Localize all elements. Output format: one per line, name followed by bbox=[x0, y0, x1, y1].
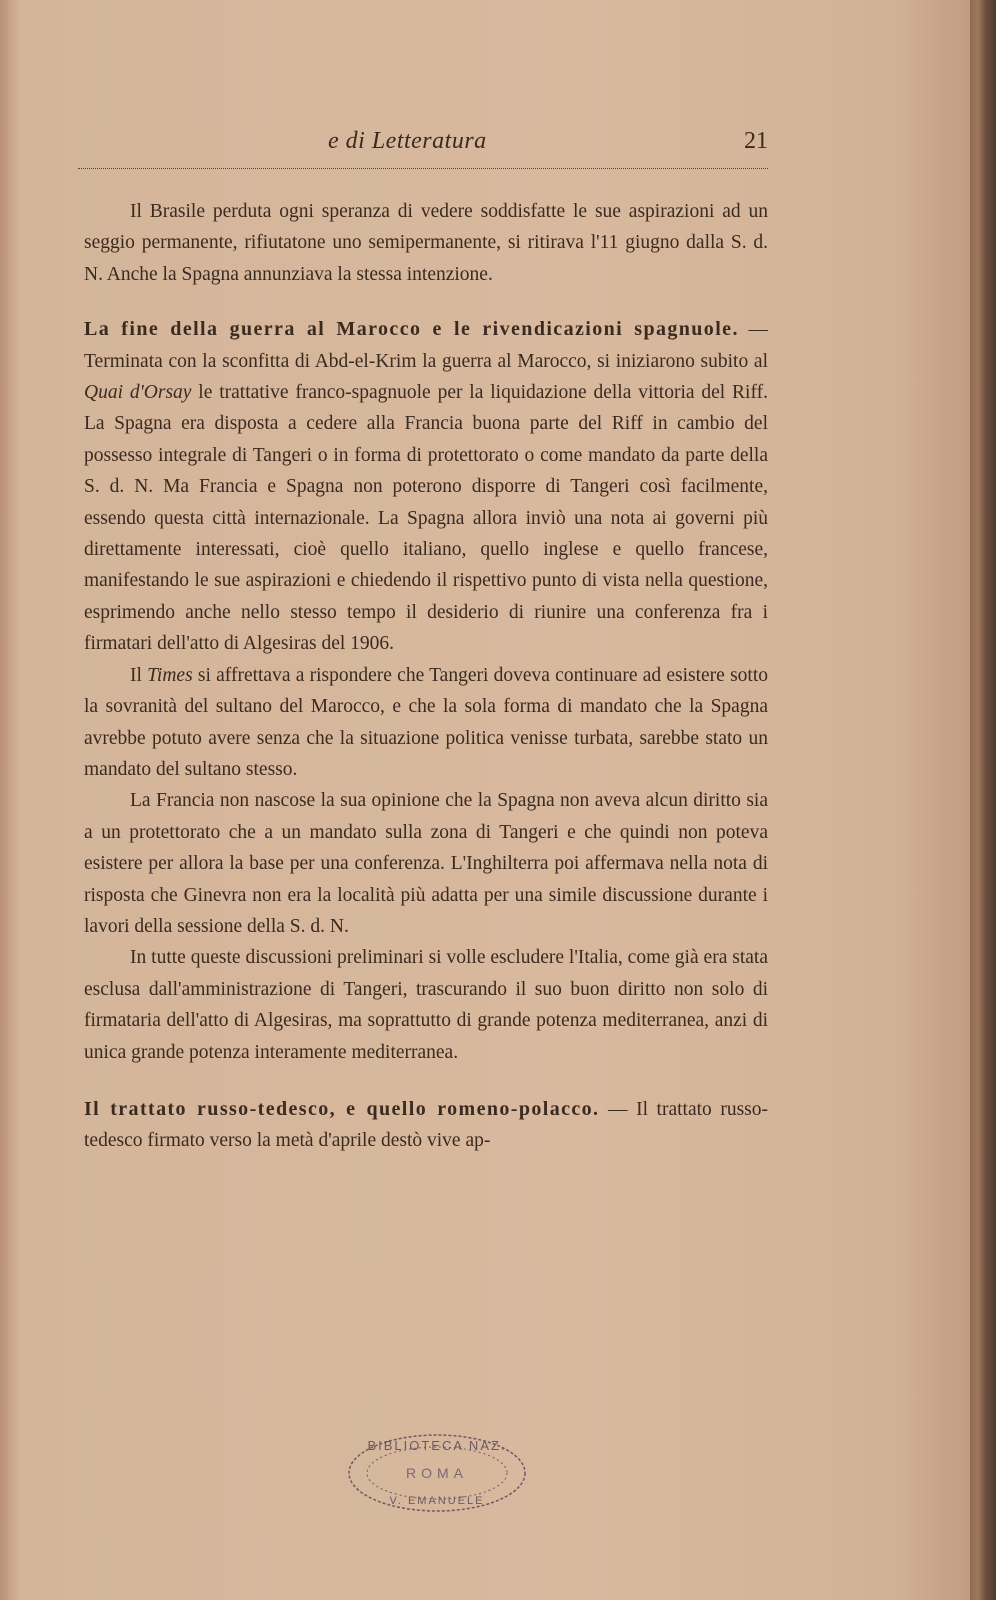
paragraph-francia: La Francia non nascose la sua opinione che la Spagna non aveva alcun diritto sia a un protettorato che a un mandato sulla zona di Tangeri e che quindi non poteva esistere per allora la base per una conferenza. L'Inghilterra poi affermava nella nota di risposta che Ginevra non era la località più adatta per una simile discussione durante i lavori della sessione della S. d. N. bbox=[84, 790, 768, 937]
paragraph-trattato bbox=[84, 1094, 768, 1157]
stamp-bottom-text: V. EMANUELE bbox=[389, 1495, 485, 1507]
section-heading-trattato: Il trattato russo-tedesco, e quello romeno-polacco. bbox=[84, 1097, 600, 1120]
running-title: e di Letteratura bbox=[328, 128, 487, 154]
paragraph-times bbox=[84, 660, 768, 786]
header-rule bbox=[78, 168, 768, 169]
page-header bbox=[78, 128, 768, 162]
times-italic: Times bbox=[147, 664, 193, 686]
paragraph-marocco-text-b: le trattative franco-spagnuole per la liquidazione della vittoria del Riff. La Spagna era disposta a cedere alla Francia buona parte del Riff in cambio del possesso integrale di Tangeri o in forma di protettorato o come mandato da parte della S. d. N. Ma Francia e Spagna non poterono disporre di Tangeri così facilmente, essendo questa città internazionale. La Spagna allora inviò una nota ai governi più direttamente interessati, cioè quello italiano, quello inglese e quello francese, manifestando le sue aspirazioni e chiedendo il rispettivo punto di vista nella questione, esprimendo anche nello stesso tempo il desiderio di riunire una conferenza fra i firmatari dell'atto di Algesiras del 1906. bbox=[84, 382, 768, 655]
paragraph-times-text-a: Il bbox=[130, 664, 148, 686]
stamp-middle-text: ROMA bbox=[406, 1465, 468, 1481]
section-heading-marocco: La fine della guerra al Marocco e le rivendicazioni spagnuole. bbox=[84, 318, 739, 341]
section-gap bbox=[84, 1068, 768, 1094]
quai-dorsay-italic: Quai d'Orsay bbox=[84, 382, 192, 404]
section-gap bbox=[84, 290, 768, 314]
paragraph-brasile: Il Brasile perduta ogni speranza di vedere soddisfatte le sue aspirazioni ad un seggio permanente, rifiutatone uno semipermanente, si ritirava l'11 giugno dalla S. d. N. Anche la Spagna annunziava la stessa intenzione. bbox=[84, 201, 768, 285]
paragraph-marocco bbox=[84, 314, 768, 659]
paragraph-marocco-text-a: — Terminata con la sconfitta di Abd-el-Krim la guerra al Marocco, si iniziarono subito al bbox=[84, 319, 769, 372]
paragraph-trattato-text: — Il trattato russo-tedesco firmato verso la metà d'aprile destò vive ap- bbox=[84, 1098, 768, 1152]
library-stamp bbox=[342, 1428, 532, 1518]
page-number: 21 bbox=[744, 128, 768, 154]
paragraph-italia: In tutte queste discussioni preliminari si volle escludere l'Italia, come già era stata esclusa dall'amministrazione di Tangeri, trascurando il suo buon diritto non solo di firmataria dell'atto di Algesiras, ma soprattutto di grande potenza mediterranea, anzi di unica grande potenza interamente mediterranea. bbox=[84, 947, 768, 1063]
stamp-top-text: BIBLIOTECA NAZ. bbox=[367, 1438, 507, 1453]
paragraph-times-text-b: si affrettava a rispondere che Tangeri doveva continuare ad esistere sotto la sovranità del sultano del Marocco, e che la sola forma di mandato che la Spagna avrebbe potuto avere senza che la situazione politica venisse turbata, sarebbe stato un mandato del sultano stesso. bbox=[84, 664, 768, 780]
body-text bbox=[84, 196, 768, 1157]
book-edge bbox=[970, 0, 996, 1600]
library-stamp-graphic bbox=[342, 1428, 532, 1518]
